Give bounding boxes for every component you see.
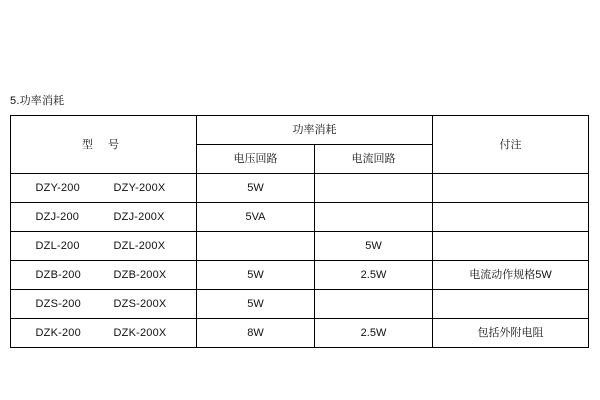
cell-model-primary: DZB-200	[35, 269, 81, 281]
cell-voltage-circuit: 5W	[197, 290, 315, 319]
table-row	[11, 290, 589, 319]
header-note: 付注	[433, 116, 589, 174]
cell-model	[11, 290, 197, 319]
cell-note: 电流动作规格5W	[433, 261, 589, 290]
cell-current-circuit: 5W	[315, 232, 433, 261]
cell-voltage-circuit: 5VA	[197, 203, 315, 232]
cell-model-secondary: DZK-200X	[113, 327, 167, 339]
table-row	[11, 174, 589, 203]
cell-model	[11, 319, 197, 348]
cell-model-secondary: DZY-200X	[113, 182, 166, 194]
cell-model-secondary: DZJ-200X	[113, 211, 165, 223]
cell-voltage-circuit: 8W	[197, 319, 315, 348]
cell-model	[11, 261, 197, 290]
cell-voltage-circuit	[197, 232, 315, 261]
cell-model-secondary: DZL-200X	[113, 240, 166, 252]
cell-model	[11, 203, 197, 232]
cell-model	[11, 232, 197, 261]
table-row	[11, 261, 589, 290]
section-heading: 5.功率消耗	[10, 95, 65, 107]
table-row	[11, 319, 589, 348]
cell-model-secondary: DZS-200X	[113, 298, 167, 310]
cell-voltage-circuit: 5W	[197, 261, 315, 290]
table-header-row-1	[11, 116, 589, 145]
cell-model-primary: DZL-200	[35, 240, 80, 252]
table-row	[11, 232, 589, 261]
table-body	[11, 174, 589, 348]
cell-note: 包括外附电阻	[433, 319, 589, 348]
cell-model-primary: DZS-200	[35, 298, 81, 310]
cell-model-primary: DZJ-200	[35, 211, 80, 223]
power-consumption-table	[10, 115, 589, 348]
cell-current-circuit	[315, 203, 433, 232]
cell-model-primary: DZY-200	[35, 182, 80, 194]
power-consumption-table-wrapper	[10, 115, 588, 348]
header-current-circuit: 电流回路	[315, 145, 433, 174]
cell-current-circuit	[315, 174, 433, 203]
table-header	[11, 116, 589, 174]
cell-note	[433, 174, 589, 203]
header-power-consumption: 功率消耗	[197, 116, 433, 145]
cell-note	[433, 232, 589, 261]
cell-model-primary: DZK-200	[35, 327, 81, 339]
header-voltage-circuit: 电压回路	[197, 145, 315, 174]
cell-current-circuit: 2.5W	[315, 261, 433, 290]
cell-current-circuit	[315, 290, 433, 319]
cell-model	[11, 174, 197, 203]
cell-voltage-circuit: 5W	[197, 174, 315, 203]
cell-note	[433, 203, 589, 232]
cell-model-secondary: DZB-200X	[113, 269, 167, 281]
header-model: 型 号	[11, 116, 197, 174]
cell-current-circuit: 2.5W	[315, 319, 433, 348]
table-row	[11, 203, 589, 232]
cell-note	[433, 290, 589, 319]
